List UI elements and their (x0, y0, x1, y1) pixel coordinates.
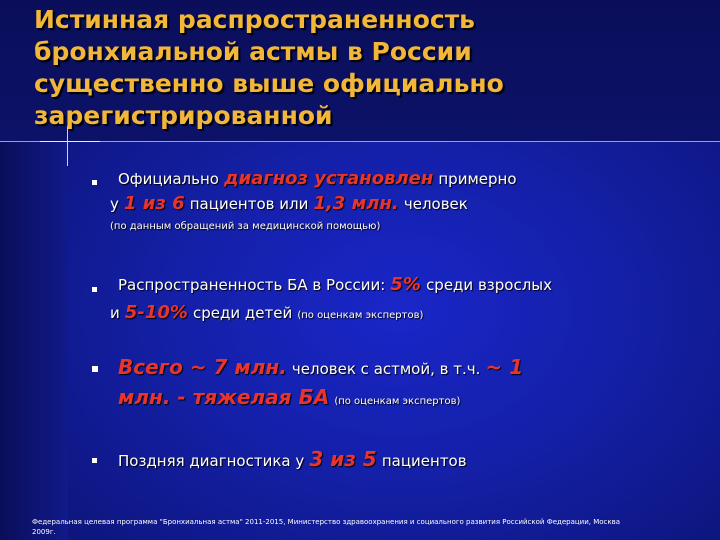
bullet-2-line-2 (110, 302, 423, 323)
bullet-3-note: (по оценкам экспертов) (334, 396, 461, 407)
title-line-1: Истинная распространенность (34, 5, 475, 34)
bullet-1-line-2 (110, 193, 468, 214)
bullet-marker-2 (92, 287, 97, 292)
bullet-3-highlight-c: ~ 1 (485, 355, 524, 379)
bullet-1-note: (по данным обращений за медицинской помощью) (110, 221, 381, 232)
bullet-1-highlight-c: 1,3 млн. (313, 193, 399, 214)
bullet-marker-1 (92, 180, 97, 185)
bullet-2-note: (по оценкам экспертов) (297, 310, 424, 321)
footnote-line-1: Федеральная целевая программа "Бронхиальная астма" 2011-2015, Министерство здравоохранения и социального развития Российской Федерации, Москва (32, 518, 621, 526)
bullet-3-line-1 (118, 355, 523, 379)
bullet-1-text-patients: пациентов или (189, 195, 309, 213)
bullet-3-highlight-a: Всего ~ 7 млн. (118, 355, 287, 379)
bullet-1-line-1 (118, 168, 517, 189)
bullet-4-highlight-a: 3 из 5 (309, 447, 377, 471)
bullet-2-text-a: Распространенность БА в России: (118, 276, 386, 294)
bullet-4-line-1 (118, 447, 467, 471)
bullet-1-highlight-a: диагноз установлен (224, 168, 434, 189)
bullet-marker-4 (92, 458, 97, 463)
bullet-1-text-people: человек (403, 195, 468, 213)
title-line-3: существенно выше официально (34, 69, 504, 98)
source-footnote (32, 517, 712, 537)
bullet-1-text-c: примерно (438, 170, 517, 188)
bullet-3-line-2 (118, 385, 460, 409)
bullet-marker-3 (92, 366, 98, 372)
bullet-4-text-a: Поздняя диагностика у (118, 452, 305, 470)
bullet-1-text-u: у (110, 195, 119, 213)
bullet-3-highlight-d: млн. - тяжелая БА (118, 385, 330, 409)
bullet-4-text-c: пациентов (381, 452, 467, 470)
bullet-2-line-1 (118, 274, 552, 295)
bullet-2-highlight-a: 5% (390, 274, 421, 295)
bullet-2-text-c: среди взрослых (426, 276, 553, 294)
title-line-4: зарегистрированной (34, 101, 333, 130)
bullet-1-highlight-b: 1 из 6 (123, 193, 185, 214)
bullet-2-text-i: и (110, 304, 120, 322)
bullet-3-text-b: человек с астмой, в т.ч. (291, 360, 481, 378)
bullet-2-text-children: среди детей (193, 304, 293, 322)
bullet-1-text-a: Официально (118, 170, 219, 188)
title-line-2: бронхиальной астмы в России (34, 37, 472, 66)
bullet-2-highlight-b: 5-10% (124, 302, 188, 323)
footnote-line-2: 2009г. (32, 528, 56, 536)
